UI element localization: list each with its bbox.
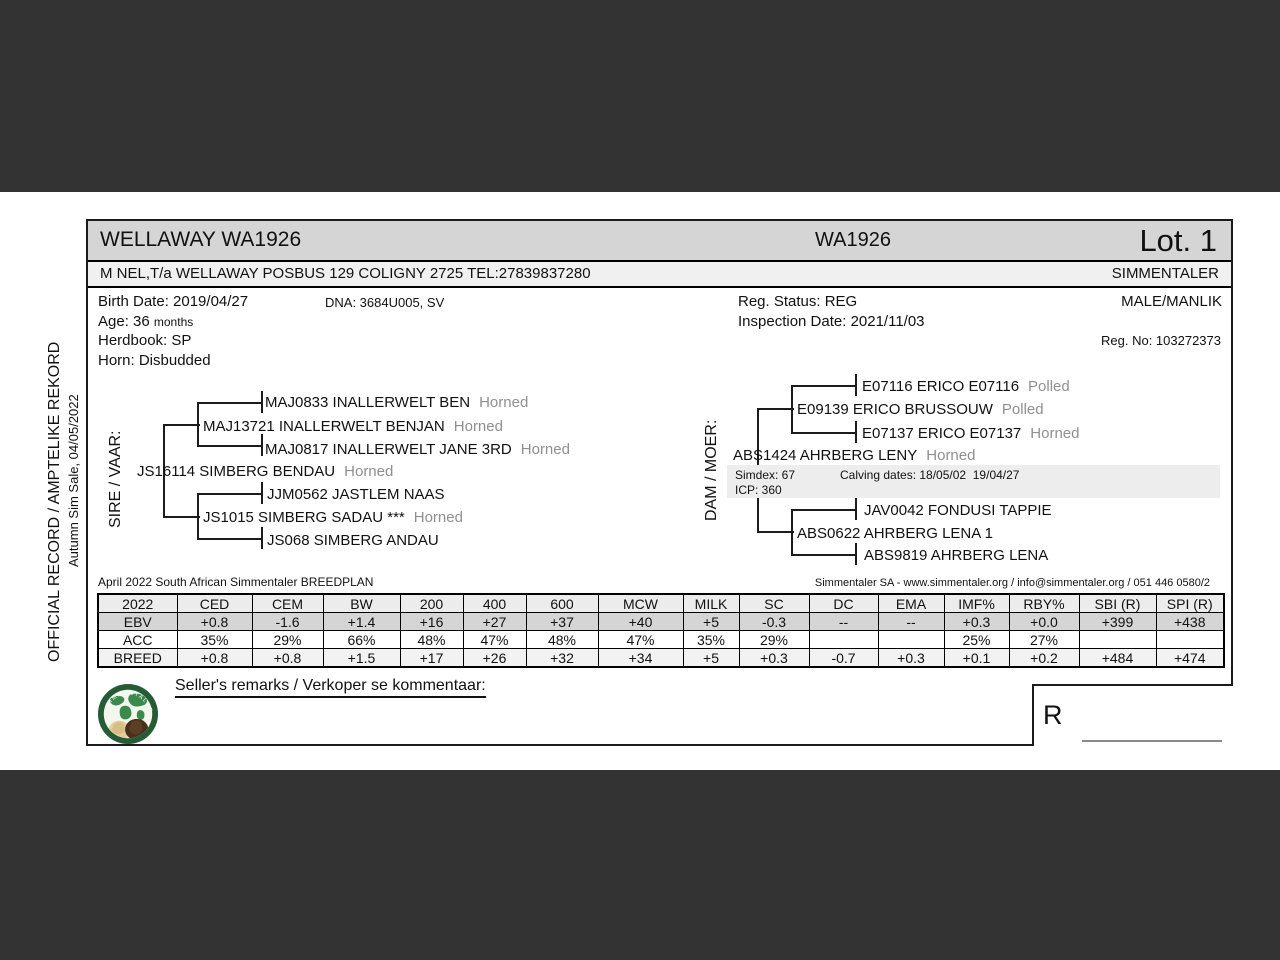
table-header-cell: BW [323,594,400,613]
table-cell: 35% [683,631,739,649]
row-label-cell: ACC [98,631,177,649]
table-header-cell: RBY% [1009,594,1079,613]
table-cell: +26 [463,649,526,668]
row-label-cell: BREED [98,649,177,668]
table-cell: +37 [526,613,598,631]
table-header-cell: DC [809,594,878,613]
table-cell: +484 [1079,649,1156,668]
ebv-table [97,593,1225,668]
sire-tree-tick [261,434,263,456]
age-value: Age: 36 [98,313,150,330]
table-cell: +16 [400,613,463,631]
animal-name: JAV0042 FONDUSI TAPPIE [864,502,1052,519]
table-cell [878,631,944,649]
row-label-cell: EBV [98,613,177,631]
reg-number: Reg. No: 103272373 [1101,333,1221,348]
sire-tree-line [197,445,262,447]
reg-status: Reg. Status: REG [738,293,858,310]
table-cell: -- [809,613,878,631]
pedigree-entry-sire [137,463,393,480]
horn-status: Horned [413,509,463,526]
sale-date-label: Autumn Sim Sale, 04/05/2022 [66,394,81,567]
pedigree-entry [864,502,1061,519]
sire-tree-line [163,516,200,518]
table-cell: +40 [598,613,683,631]
horn-status: Horned [344,463,394,480]
table-header-cell: 400 [463,594,526,613]
table-cell: 47% [463,631,526,649]
table-cell: +0.8 [252,649,323,668]
animal-name: MAJ13721 INALLERWELT BENJAN [203,418,445,435]
age [98,313,193,330]
table-cell: +1.4 [323,613,400,631]
pedigree-entry [797,525,1002,542]
sex-label: MALE/MANLIK [1121,293,1222,310]
doc-border-notch-horizontal [1032,684,1233,686]
table-cell: +0.3 [739,649,809,668]
ebv-table-header-row [98,594,1224,613]
sire-tree-tick [261,391,263,413]
dam-tree-line [791,432,856,434]
table-cell [809,631,878,649]
doc-border-left [86,219,88,746]
table-cell: +5 [683,649,739,668]
header-bar [88,221,1231,262]
icp-value: ICP: 360 [735,483,782,497]
pedigree-entry [862,425,1079,442]
horn-status: Horned [520,441,570,458]
sire-tree-line [197,402,199,447]
sire-tree-line [197,493,199,540]
table-cell: -0.3 [739,613,809,631]
table-cell [1079,631,1156,649]
animal-name: MAJ0833 INALLERWELT BEN [265,394,471,411]
animal-name: E07116 ERICO E07116 [862,378,1020,395]
animal-name: ABS1424 AHRBERG LENY [733,447,918,464]
ebv-table-head [98,594,1224,613]
price-fill-in-line [1082,740,1222,742]
dam-tree-tick [855,543,857,565]
sire-label: SIRE / VAAR: [107,430,124,528]
animal-name: MAJ0817 INALLERWELT JANE 3RD [265,441,512,458]
table-cell: +27 [463,613,526,631]
table-cell: +0.2 [1009,649,1079,668]
birth-date: Birth Date: 2019/04/27 [98,293,249,310]
table-cell: +0.8 [177,613,252,631]
dam-tree-line [757,531,794,533]
table-header-cell: CED [177,594,252,613]
table-row [98,631,1224,649]
table-header-cell: 2022 [98,594,177,613]
horn-status: Horned [1030,425,1080,442]
animal-id: WA1926 [815,229,891,251]
table-cell: +17 [400,649,463,668]
animal-name: ABS0622 AHRBERG LENA 1 [797,525,993,542]
breedplan-caption: April 2022 South African Simmentaler BREEDPLAN [98,575,374,589]
simmentaler-logo [97,683,159,745]
animal-name: JS1015 SIMBERG SADAU *** [203,509,405,526]
table-cell: 27% [1009,631,1079,649]
sire-tree-tick [261,482,263,504]
table-header-cell: SC [739,594,809,613]
animal-name: ABS9819 AHRBERG LENA [864,547,1049,564]
sire-tree-line [197,493,262,495]
animal-name: E09139 ERICO BRUSSOUW [797,401,993,418]
owner-contact: M NEL,T/a WELLAWAY POSBUS 129 COLIGNY 2725 TEL:27839837280 [100,265,591,282]
table-header-cell: 200 [400,594,463,613]
table-cell: +0.1 [944,649,1009,668]
table-row [98,649,1224,668]
table-cell: 48% [400,631,463,649]
table-cell: 29% [252,631,323,649]
table-cell: 48% [526,631,598,649]
table-cell: 66% [323,631,400,649]
horn-status: Polled [1001,401,1044,418]
table-cell: 25% [944,631,1009,649]
simdex-value: Simdex: 67 [735,468,796,482]
table-cell: +438 [1156,613,1224,631]
table-cell: +474 [1156,649,1224,668]
table-cell: -0.7 [809,649,878,668]
table-header-cell: CEM [252,594,323,613]
pedigree-entry [265,441,570,458]
pedigree-entry [203,509,463,526]
table-cell: +32 [526,649,598,668]
dam-tree-tick [855,421,857,443]
horn-status: Horned [479,394,529,411]
sire-tree-tick [261,527,263,549]
doc-border-bottom [86,744,1034,746]
pedigree-entry [267,486,454,503]
horn-status: Polled [1028,378,1070,395]
table-row [98,613,1224,631]
table-header-cell: MILK [683,594,739,613]
pedigree-entry [864,547,1057,564]
table-header-cell: SPI (R) [1156,594,1224,613]
seller-remarks-heading: Seller's remarks / Verkoper se kommentaar: [175,677,486,698]
table-header-cell: MCW [598,594,683,613]
table-cell: +5 [683,613,739,631]
doc-border-notch-vertical [1032,684,1034,746]
dam-tree-tick [855,498,857,520]
price-currency-symbol: R [1043,700,1063,730]
table-cell: +399 [1079,613,1156,631]
table-cell: 35% [177,631,252,649]
horn-status: Horned [926,447,976,464]
pedigree-entry [797,401,1044,418]
pedigree-entry [267,532,448,549]
table-cell: +1.5 [323,649,400,668]
sire-tree-line [197,538,262,540]
pedigree-entry [862,378,1070,395]
table-cell: -- [878,613,944,631]
table-cell: +34 [598,649,683,668]
table-cell: 47% [598,631,683,649]
dam-tree-line [791,509,793,556]
animal-name: E07137 ERICO E07137 [862,425,1022,442]
logo-ring-text: SIMMENTALER [105,690,154,714]
sire-tree-line [197,402,262,404]
table-cell: -1.6 [252,613,323,631]
table-header-cell: EMA [878,594,944,613]
lot-number: Lot. 1 [1139,223,1217,258]
dam-tree-line [791,385,856,387]
doc-border-right [1231,219,1233,686]
table-header-cell: IMF% [944,594,1009,613]
table-cell: +0.3 [944,613,1009,631]
herdbook: Herdbook: SP [98,332,192,349]
animal-name: JJM0562 JASTLEM NAAS [267,486,445,503]
dam-label: DAM / MOER: [703,419,720,521]
dam-tree-tick [855,374,857,396]
dam-tree-line [757,408,794,410]
table-header-cell: SBI (R) [1079,594,1156,613]
dam-tree-line [791,554,856,556]
official-record-label: OFFICIAL RECORD / AMPTELIKE REKORD [46,341,63,662]
subheader-bar [88,262,1231,288]
table-cell: +0.3 [878,649,944,668]
animal-name: JS16114 SIMBERG BENDAU [137,463,336,480]
table-cell: +0.8 [177,649,252,668]
dam-tree-line [791,509,856,511]
page-title: WELLAWAY WA1926 [100,228,302,251]
table-cell: 29% [739,631,809,649]
pedigree-entry [203,418,503,435]
animal-name: JS068 SIMBERG ANDAU [267,532,439,549]
ebv-table-body [98,613,1224,668]
horn-status: Horned [453,418,503,435]
association-contact: Simmentaler SA - www.simmentaler.org / info@simmentaler.org / 051 446 0580/2 [814,577,1210,589]
calving-dates: Calving dates: 18/05/02 19/04/27 [840,468,1020,482]
age-unit: months [153,315,194,329]
pedigree-entry-dam [733,447,975,464]
pedigree-entry [265,394,528,411]
sire-tree-line [163,424,200,426]
inspection-date: Inspection Date: 2021/11/03 [738,313,925,330]
breed-name: SIMMENTALER [1111,265,1219,282]
table-cell [1156,631,1224,649]
dam-tree-line [791,385,793,434]
table-cell: +0.0 [1009,613,1079,631]
dna-number: DNA: 3684U005, SV [325,295,445,310]
horn-status: Horn: Disbudded [98,352,211,369]
table-header-cell: 600 [526,594,598,613]
